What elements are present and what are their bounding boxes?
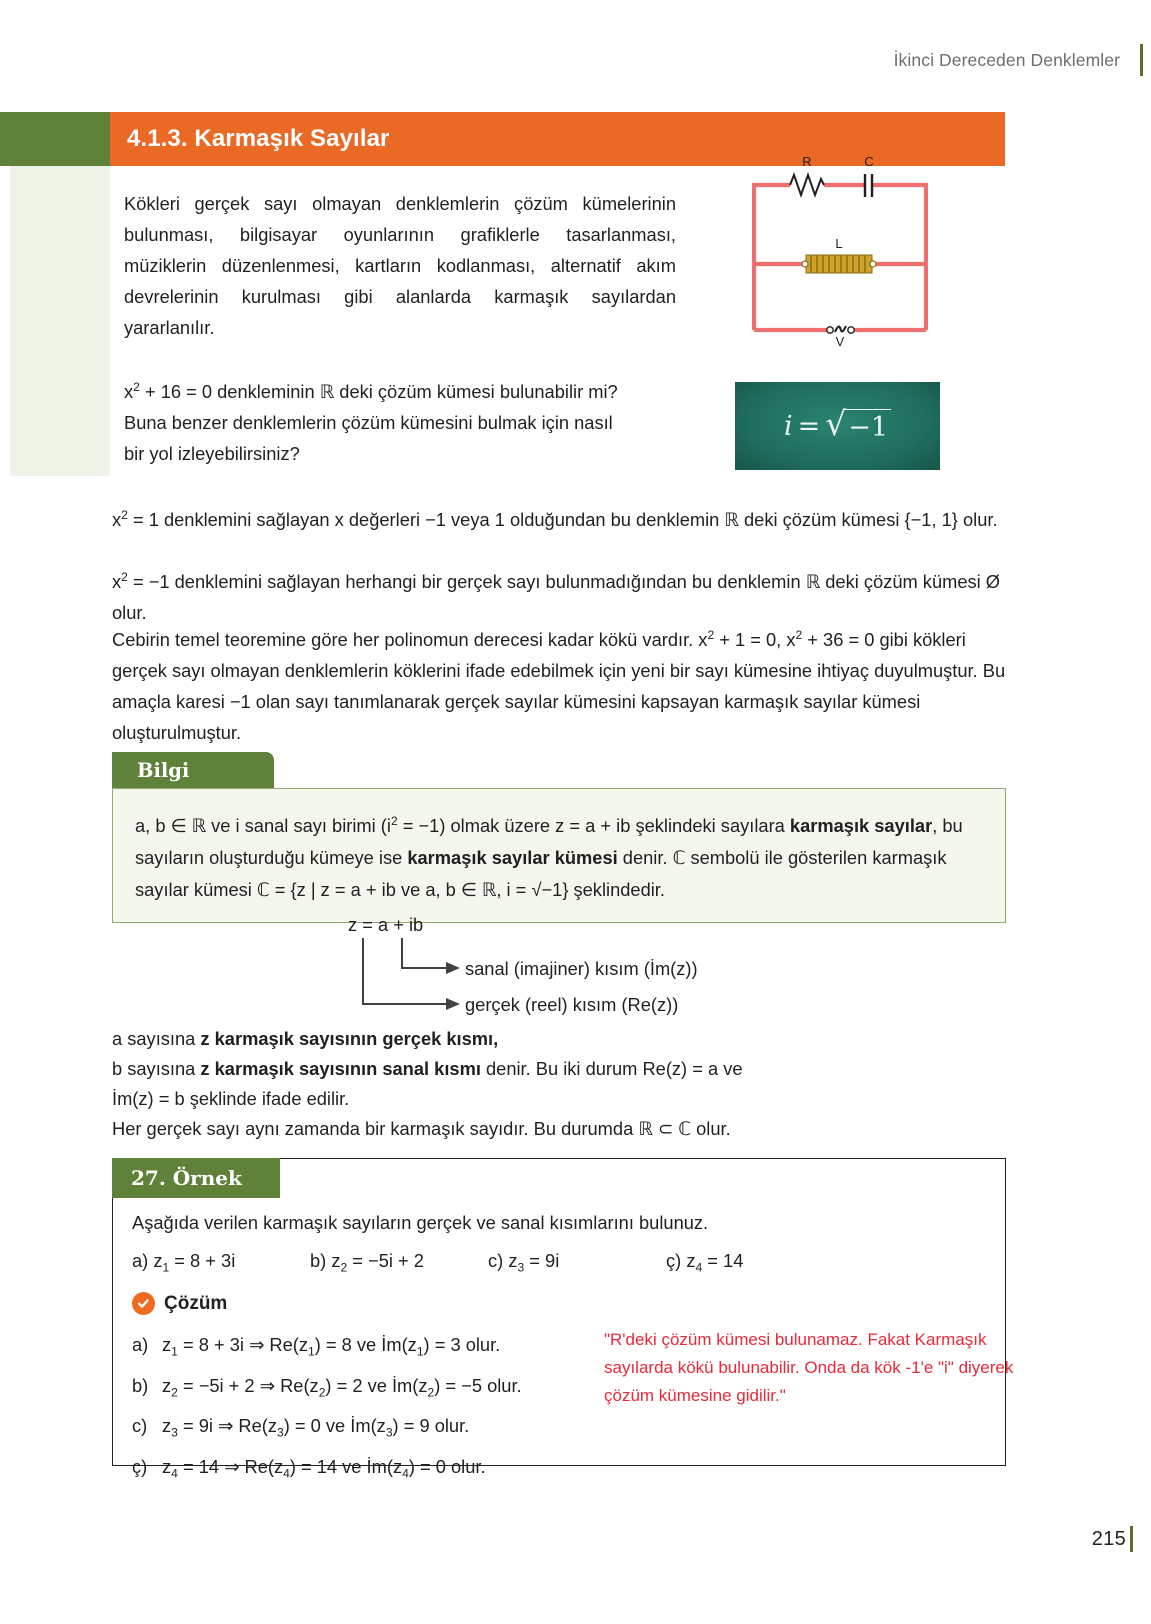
- p3-part-b: + 1 = 0, x: [714, 629, 796, 651]
- ornek-item-cc-mark: ç): [666, 1250, 682, 1271]
- p3-exponent-2: 2: [795, 628, 803, 642]
- solution-row-b: [132, 1369, 522, 1410]
- arrow-to-real: [363, 938, 458, 1004]
- solution-b-p2: = −5i + 2 ⇒ Re(z: [177, 1374, 319, 1396]
- p2-exponent: 2: [121, 570, 128, 584]
- header-rule: [1140, 44, 1143, 76]
- solution-b-p4: ) = −5 olur.: [434, 1374, 522, 1396]
- ornek-item-list: [132, 1250, 844, 1275]
- solution-a-s3: 1: [416, 1344, 424, 1359]
- question-exponent: 2: [133, 380, 140, 394]
- question-line1-rest: + 16 = 0 denkleminin ℝ deki çözüm kümesi bulunabilir mi?: [139, 381, 618, 403]
- ornek-item-a-sub: 1: [162, 1260, 170, 1275]
- bilgi-box-tab: [112, 752, 274, 788]
- body-paragraph-3: [112, 620, 1012, 748]
- solution-b-p1: z: [162, 1374, 172, 1396]
- solution-cc-s1: 4: [171, 1466, 178, 1481]
- solution-row-c-cedilla: [132, 1450, 522, 1491]
- solution-b-mark: b): [132, 1374, 149, 1396]
- cozum-label: Çözüm: [164, 1292, 228, 1314]
- bilgi-tab-label: Bilgi: [137, 758, 190, 782]
- formula-equals: =: [797, 410, 821, 442]
- ornek-item-c-expr: = 9i: [524, 1250, 560, 1271]
- ornek-item-b-mark: b): [310, 1250, 327, 1271]
- p2-rest: = −1 denklemini sağlayan herhangi bir gerçek sayı bulunmadığından bu denklemin ℝ deki çözüm kümesi Ø olur.: [112, 571, 1001, 624]
- solution-row-a: [132, 1328, 522, 1369]
- solution-cc-p3: ) = 14 ve İm(z: [289, 1455, 403, 1477]
- ornek-question: Aşağıda verilen karmaşık sayıların gerçek ve sanal kısımlarını bulunuz.: [132, 1212, 709, 1233]
- chalkboard-panel: [735, 382, 940, 470]
- left-tint-panel: [10, 166, 110, 476]
- rlc-circuit-figure: [752, 152, 928, 347]
- solution-b-s3: 2: [427, 1385, 435, 1400]
- solution-b-s2: 2: [318, 1385, 326, 1400]
- p2-x: x: [112, 571, 122, 593]
- z-decomposition-diagram: [340, 914, 760, 1020]
- radical-sign: √: [825, 404, 847, 443]
- source-label: V: [835, 334, 845, 347]
- solution-c-p1: z: [162, 1415, 172, 1437]
- solution-c-mark: c): [132, 1415, 148, 1437]
- solution-c-s1: 3: [171, 1425, 178, 1440]
- ornek-box-tab: [112, 1158, 280, 1198]
- solution-list: [132, 1328, 522, 1491]
- ornek-item-c-mark: c): [488, 1250, 504, 1271]
- solution-a-p4: ) = 3 olur.: [423, 1334, 501, 1355]
- opening-question: [124, 372, 689, 469]
- square-root-group: [825, 404, 891, 443]
- bilgi-bold-2: karmaşık sayılar kümesi: [407, 847, 618, 869]
- p1-x: x: [112, 509, 122, 531]
- solution-a-p1: z: [162, 1334, 172, 1355]
- p3-exponent-1: 2: [707, 628, 715, 642]
- bilgi-bold-1: karmaşık sayılar: [789, 815, 933, 837]
- explain-line-1: [112, 1024, 1012, 1054]
- left-green-accent-block: [0, 112, 110, 166]
- ornek-item-cc-expr: = 14: [702, 1250, 744, 1271]
- page-number: 215: [1091, 1527, 1126, 1550]
- body-paragraph-1: [112, 500, 1012, 535]
- resistor-label: R: [802, 154, 812, 169]
- ornek-item-c-cedilla: [666, 1250, 844, 1275]
- running-header: [731, 40, 1151, 80]
- question-line-2: Buna benzer denklemlerin çözüm kümesini bulmak için nasıl: [124, 412, 613, 434]
- intro-paragraph: Kökleri gerçek sayı olmayan denklemlerin çözüm kümelerinin bulunması, bilgisayar oyunlarının grafiklerle tasarlanması, müziklerin düzenlenmesi, kartların kodlanması, alternatif akım devrelerinin kurulması gibi alanlarda karmaşık sayılardan yararlanılır.: [124, 193, 676, 338]
- solution-c-p2: = 9i ⇒ Re(z: [177, 1415, 277, 1437]
- ornek-item-a: [132, 1250, 310, 1275]
- ac-source-symbol: [827, 326, 854, 333]
- ornek-item-b-expr: = −5i + 2: [347, 1250, 424, 1271]
- capacitor-symbol: [865, 174, 872, 197]
- solution-a-s2: 1: [308, 1344, 315, 1359]
- explain-l2-c: denir. Bu iki durum Re(z) = a ve: [480, 1058, 743, 1079]
- explain-line-4: Her gerçek sayı aynı zamanda bir karmaşık sayıdır. Bu durumda ℝ ⊂ ℂ olur.: [112, 1118, 731, 1139]
- explain-l2-bold: z karmaşık sayısının sanal kısmı: [200, 1058, 481, 1079]
- explain-line-3: İm(z) = b şeklinde ifade edilir.: [112, 1088, 350, 1109]
- capacitor-label: C: [864, 154, 874, 169]
- inductor-symbol: [802, 255, 876, 273]
- solution-a-mark: a): [132, 1334, 149, 1355]
- explain-l1-a: a sayısına: [112, 1028, 201, 1049]
- solution-b-p3: ) = 2 ve İm(z: [325, 1374, 428, 1396]
- solution-row-c: [132, 1409, 522, 1450]
- page-number-rule: [1130, 1526, 1133, 1552]
- page-footer: [1092, 1526, 1141, 1552]
- question-line-1: [124, 372, 689, 407]
- check-circle-icon: [132, 1292, 155, 1315]
- explanation-block: [112, 1024, 1012, 1144]
- solution-cc-mark: ç): [132, 1455, 148, 1477]
- ornek-item-b-z: z: [331, 1250, 341, 1271]
- explain-l1-bold: z karmaşık sayısının gerçek kısmı,: [200, 1028, 499, 1049]
- cozum-heading: [132, 1292, 227, 1315]
- p3-part-c: + 36 = 0 gibi kökleri gerçek sayı olmayan denklemlerin köklerini ifade edebilmek için yeni bir sayı kümesine ihtiyaç duyulmuştur. Bu amaçla karesi −1 olan sayı tanımlanarak gerçek sayılar kümesini kapsayan karmaşık sayılar kümesi oluşturulmuştur.: [112, 629, 1006, 744]
- p1-exponent: 2: [121, 508, 128, 522]
- ornek-item-c-z: z: [508, 1250, 518, 1271]
- arrow-to-imaginary: [402, 938, 458, 968]
- ornek-item-b-sub: 2: [340, 1260, 348, 1275]
- question-line-3: bir yol izleyebilirsiniz?: [124, 443, 300, 465]
- ornek-item-c: [488, 1250, 666, 1275]
- ornek-item-b: [310, 1250, 488, 1275]
- ornek-item-a-z: z: [153, 1250, 163, 1271]
- solution-cc-p2: = 14 ⇒ Re(z: [177, 1455, 284, 1477]
- z-expression: z = a + ib: [348, 914, 424, 935]
- bilgi-text-2: = −1) olmak üzere z = a + ib şeklindeki sayılara: [397, 815, 790, 837]
- solution-c-p4: ) = 9 olur.: [392, 1415, 470, 1437]
- formula-i: i: [783, 410, 793, 442]
- bilgi-text-1: a, b ∈ ℝ ve i sanal sayı birimi (i: [135, 815, 391, 837]
- solution-a-p2: = 8 + 3i ⇒ Re(z: [177, 1334, 308, 1355]
- ornek-item-cc-z: z: [686, 1250, 696, 1271]
- real-part-label: gerçek (reel) kısım (Re(z)): [465, 994, 679, 1015]
- p1-rest: = 1 denklemini sağlayan x değerleri −1 veya 1 olduğundan bu denklemin ℝ deki çözüm kümesi {−1, 1} olur.: [127, 509, 998, 531]
- section-title-text: 4.1.3. Karmaşık Sayılar: [127, 125, 390, 152]
- solution-cc-p4: ) = 0 olur.: [408, 1455, 486, 1477]
- bilgi-exponent: 2: [390, 814, 398, 828]
- bilgi-text-4: denir. ℂ sembolü ile gösterilen karmaşık sayılar kümesi ℂ = {z | z = a + ib ve a, b ∈ ℝ, i = √−1} şeklindedir.: [135, 847, 947, 901]
- ornek-item-a-expr: = 8 + 3i: [169, 1250, 236, 1271]
- bilgi-box-body: [112, 788, 1006, 923]
- bilgi-text-3: , bu sayıların oluşturduğu kümeye ise: [135, 815, 963, 869]
- question-x: x: [124, 381, 134, 403]
- solution-c-s3: 3: [385, 1425, 393, 1440]
- ornek-item-cc-sub: 4: [695, 1260, 703, 1275]
- explain-l2-a: b sayısına: [112, 1058, 201, 1079]
- p3-part-a: Cebirin temel teoremine göre her polinomun derecesi kadar kökü vardır. x: [112, 629, 708, 651]
- inductor-label: L: [835, 236, 843, 251]
- imaginary-unit-formula: [783, 404, 891, 443]
- solution-a-s1: 1: [171, 1344, 178, 1359]
- imaginary-part-label: sanal (imajiner) kısım (İm(z)): [465, 958, 698, 979]
- solution-cc-s2: 4: [283, 1466, 290, 1481]
- solution-c-p3: ) = 0 ve İm(z: [283, 1415, 386, 1437]
- resistor-symbol: [790, 175, 824, 195]
- running-header-title: İkinci Dereceden Denklemler: [893, 49, 1120, 70]
- ornek-item-c-sub: 3: [517, 1260, 525, 1275]
- explain-line-2: [112, 1054, 1012, 1084]
- solution-b-s1: 2: [171, 1385, 178, 1400]
- solution-c-s2: 3: [277, 1425, 284, 1440]
- ornek-item-a-mark: a): [132, 1250, 149, 1271]
- radicand: −1: [846, 409, 891, 443]
- rlc-circuit-svg: [752, 152, 928, 347]
- solution-cc-p1: z: [162, 1455, 172, 1477]
- ornek-tab-label: 27. Örnek: [131, 1166, 242, 1190]
- solution-cc-s3: 4: [402, 1466, 409, 1481]
- body-paragraph-2: [112, 562, 1012, 628]
- solution-a-p3: ) = 8 ve İm(z: [314, 1334, 417, 1355]
- handwritten-annotation: "R'deki çözüm kümesi bulunamaz. Fakat Karmaşık sayılarda kökü bulunabilir. Onda da kök -1'e "i" diyerek çözüm kümesine gidilir.": [604, 1330, 1014, 1405]
